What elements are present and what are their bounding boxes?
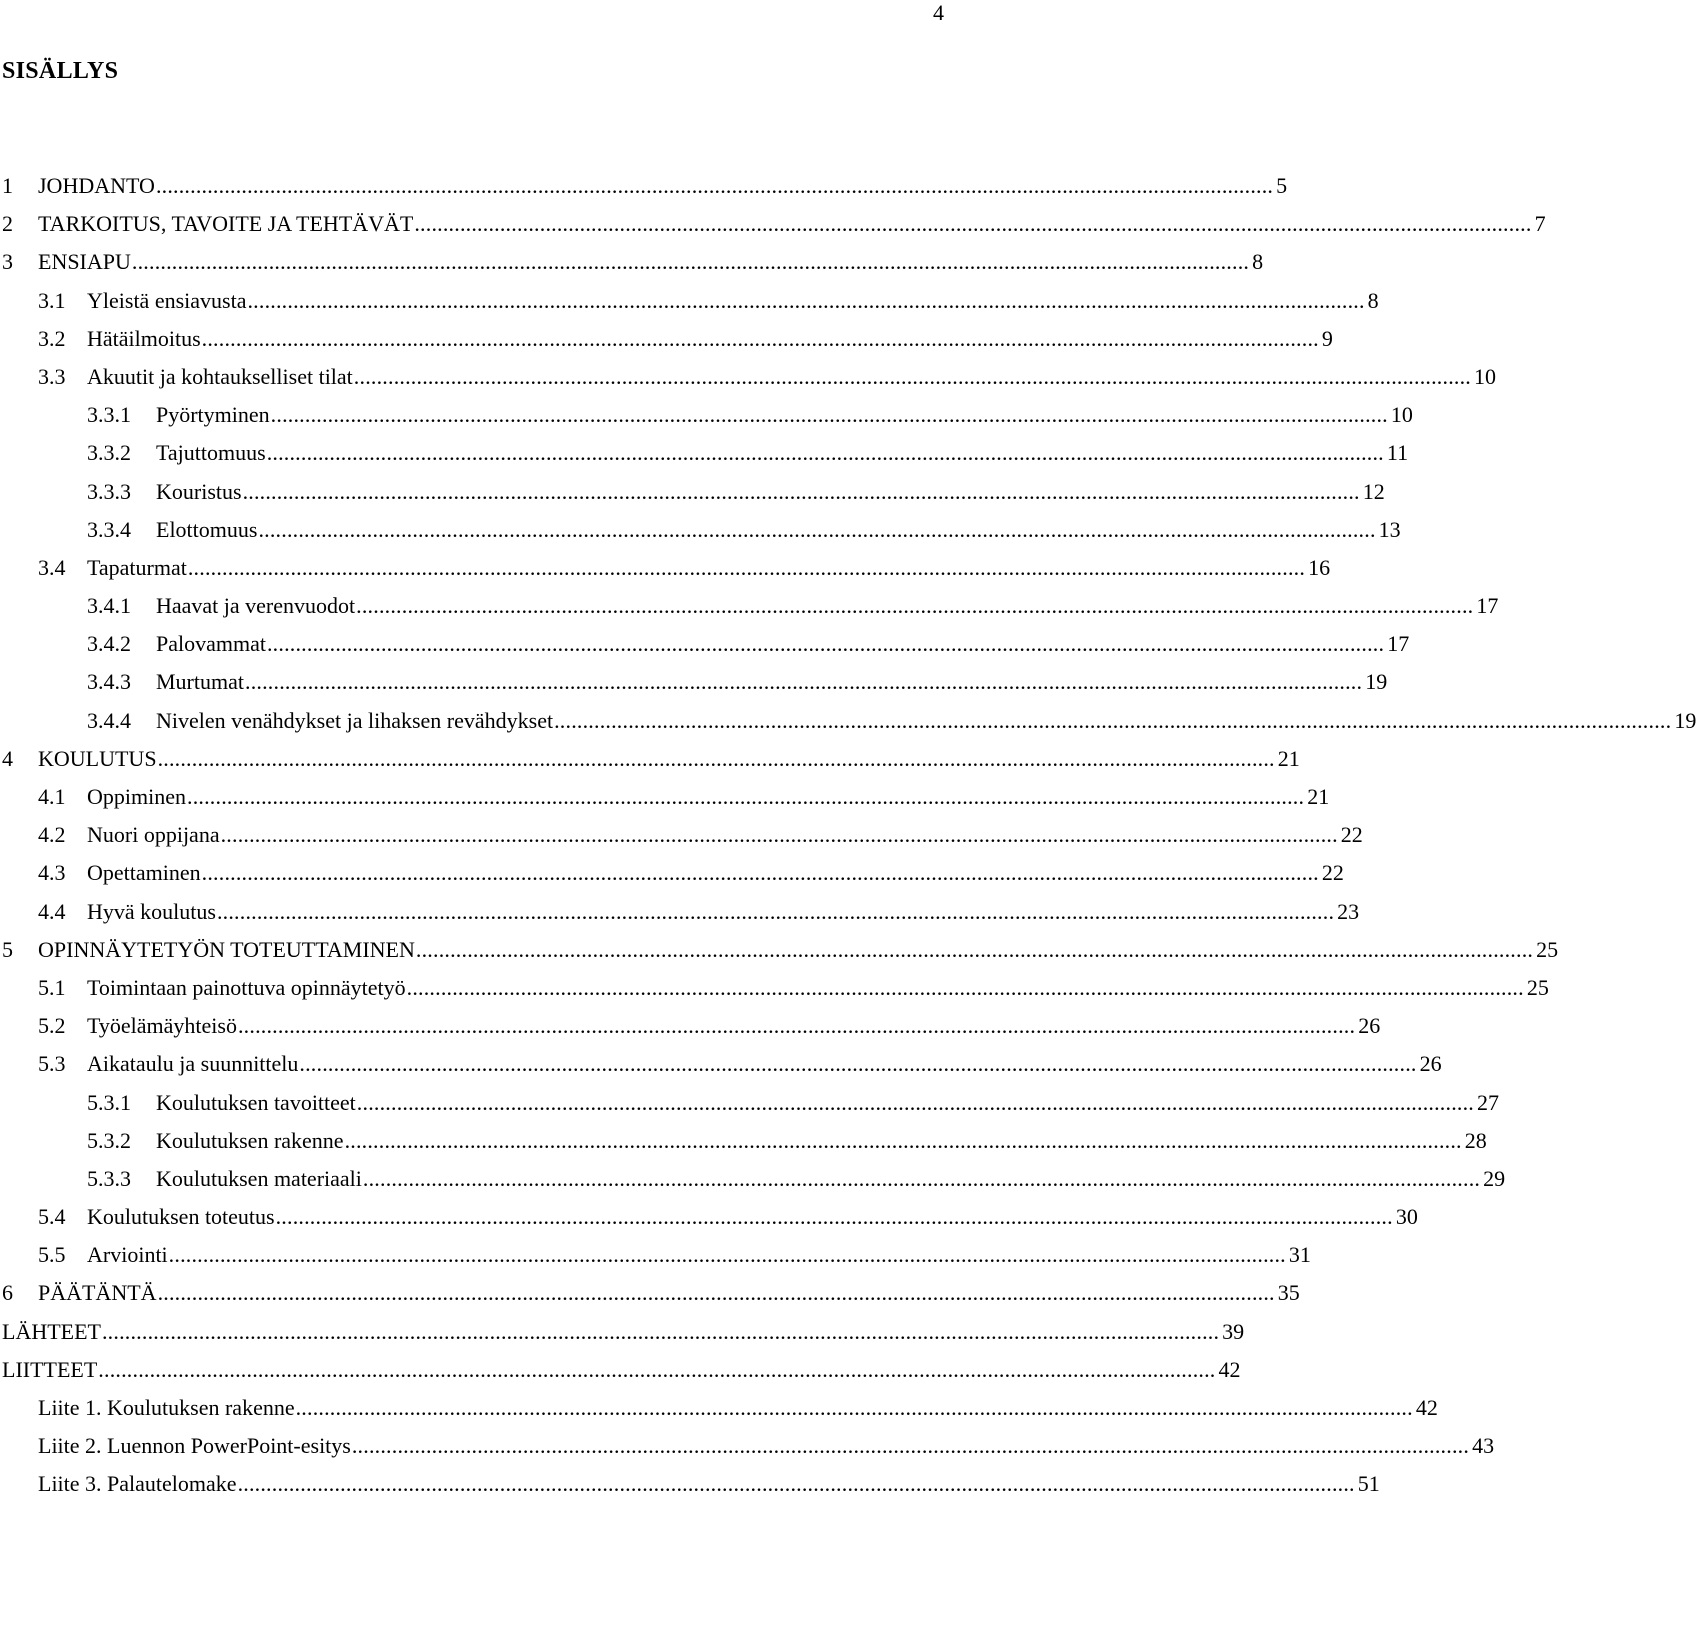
toc-entry-title: Murtumat: [156, 669, 244, 695]
toc-entry-line: [87, 320, 1333, 358]
toc-entry-line: [156, 587, 1499, 625]
toc-entry-line: [156, 702, 1696, 740]
dot-leader: ....................................................................................................................................................................................................: [201, 325, 1319, 351]
toc-entry-title: Haavat ja verenvuodot: [156, 593, 356, 619]
toc-entry-number: 3.4.2: [87, 631, 131, 657]
toc-entry-number: 4: [2, 745, 13, 771]
dot-leader: ....................................................................................................................................................................................................: [415, 936, 1534, 962]
page-number: 4: [933, 0, 944, 25]
toc-entry-page: 19: [1365, 669, 1388, 695]
toc-entry-number: 3.4: [38, 554, 66, 580]
toc-entry-page: 17: [1476, 593, 1499, 619]
toc-entry-number: 4.1: [38, 784, 66, 809]
toc-entry-number: 2: [2, 211, 13, 237]
toc-entry-page: 39: [1222, 1318, 1245, 1344]
toc-entry-title: ENSIAPU: [38, 249, 131, 275]
toc-entry-line: [2, 1351, 1241, 1389]
toc-entry-title: Kouristus: [156, 478, 242, 504]
dot-leader: ....................................................................................................................................................................................................: [237, 1013, 1356, 1039]
dot-leader: ....................................................................................................................................................................................................: [353, 363, 1471, 389]
toc-entry-number: 4.2: [38, 822, 66, 848]
dot-leader: ....................................................................................................................................................................................................: [131, 249, 1250, 275]
toc-entry-line: [156, 511, 1401, 549]
toc-entry-title: Nuori oppijana: [87, 822, 220, 848]
toc-entry-title: Liite 3. Palautelomake: [38, 1471, 237, 1497]
toc-entry-number: 5.2: [38, 1013, 66, 1039]
toc-entry[interactable]: [0, 969, 1549, 1007]
toc-entry-page: 30: [1395, 1204, 1418, 1230]
dot-leader: ....................................................................................................................................................................................................: [299, 1051, 1417, 1077]
toc-entry-number: 5.1: [38, 974, 66, 1000]
toc-entry-page: 10: [1474, 363, 1496, 389]
toc-entry[interactable]: [0, 1236, 1311, 1274]
toc-entry-line: [38, 1389, 1438, 1427]
toc-entry-title: OPINNÄYTETYÖN TOTEUTTAMINEN: [38, 936, 415, 962]
toc-entry-number: 5.4: [38, 1204, 66, 1230]
toc-entry-page: 29: [1483, 1165, 1506, 1191]
toc-entry-title: Liite 1. Koulutuksen rakenne: [38, 1395, 295, 1420]
toc-entry-number: 3.2: [38, 325, 66, 351]
toc-entry-line: [156, 663, 1388, 701]
dot-leader: ....................................................................................................................................................................................................: [351, 1433, 1470, 1459]
toc-entry-title: Toimintaan painottuva opinnäytetyö: [87, 974, 406, 1000]
toc-entry-number: 3.4.4: [87, 707, 131, 733]
toc-entry-title: Koulutuksen materiaali: [156, 1165, 362, 1191]
toc-entry-title: Työelämäyhteisö: [87, 1013, 237, 1039]
toc-entry-title: Elottomuus: [156, 516, 258, 542]
toc-entry-page: 10: [1390, 402, 1413, 428]
toc-entry-line: [38, 1427, 1495, 1465]
toc-entry[interactable]: [0, 893, 1360, 931]
toc-entry-title: Hätäilmoitus: [87, 325, 201, 351]
toc-entry[interactable]: [0, 167, 1288, 205]
dot-leader: ....................................................................................................................................................................................................: [187, 784, 1305, 809]
toc-entry-title: KOULUTUS: [38, 745, 157, 771]
dot-leader: ....................................................................................................................................................................................................: [258, 516, 1376, 542]
toc-entry-page: 35: [1277, 1280, 1300, 1306]
toc-entry-title: Koulutuksen toteutus: [87, 1204, 275, 1230]
toc-entry[interactable]: [0, 931, 1559, 969]
toc-entry-line: [87, 1236, 1311, 1274]
toc-entry-number: 5: [2, 936, 13, 962]
dot-leader: ....................................................................................................................................................................................................: [187, 554, 1306, 580]
toc-entry-number: 3.4.1: [87, 593, 131, 619]
toc-entry-page: 12: [1362, 478, 1385, 504]
toc-entry-line: [38, 167, 1288, 205]
toc-entry-line: [87, 549, 1331, 587]
toc-entry-page: 31: [1288, 1242, 1311, 1268]
toc-entry[interactable]: [0, 205, 1546, 243]
toc-entry[interactable]: [0, 320, 1333, 358]
toc-entry-line: [87, 1198, 1418, 1236]
dot-leader: ....................................................................................................................................................................................................: [266, 631, 1385, 657]
dot-leader: ....................................................................................................................................................................................................: [406, 974, 1524, 1000]
toc-entry-title: Yleistä ensiavusta: [87, 287, 247, 313]
toc-entry-page: 22: [1321, 860, 1344, 886]
toc-entry-title: Pyörtyminen: [156, 402, 270, 428]
dot-leader: ....................................................................................................................................................................................................: [247, 287, 1365, 313]
toc-entry-title: Akuutit ja kohtaukselliset tilat: [87, 363, 353, 389]
toc-entry-line: [38, 931, 1559, 969]
toc-entry[interactable]: [0, 473, 1385, 511]
toc-entry-number: 3.3.4: [87, 516, 131, 542]
toc-entry-page: 27: [1477, 1089, 1499, 1115]
dot-leader: ....................................................................................................................................................................................................: [157, 745, 1275, 771]
toc-entry[interactable]: [0, 854, 1344, 892]
toc-entry-line: [156, 625, 1410, 663]
toc-entry-title: Arviointi: [87, 1242, 168, 1268]
dot-leader: ....................................................................................................................................................................................................: [266, 440, 1384, 466]
toc-entry[interactable]: [0, 396, 1413, 434]
table-of-contents: [0, 167, 1696, 1504]
toc-entry-line: [156, 1084, 1499, 1122]
toc-entry-number: 5.5: [38, 1242, 66, 1268]
dot-leader: ....................................................................................................................................................................................................: [295, 1395, 1413, 1420]
dot-leader: ....................................................................................................................................................................................................: [554, 707, 1672, 733]
toc-entry-line: [87, 854, 1344, 892]
dot-leader: ....................................................................................................................................................................................................: [245, 669, 1363, 695]
toc-entry-page: 43: [1472, 1433, 1495, 1459]
toc-entry-page: 22: [1340, 822, 1363, 848]
toc-entry-page: 26: [1419, 1051, 1442, 1077]
dot-leader: ....................................................................................................................................................................................................: [201, 860, 1319, 886]
dot-leader: ....................................................................................................................................................................................................: [414, 211, 1532, 237]
toc-entry-page: 21: [1277, 745, 1300, 771]
toc-entry-page: 17: [1387, 631, 1410, 657]
toc-entry-title: LÄHTEET: [2, 1318, 101, 1344]
toc-entry-page: 21: [1307, 784, 1330, 809]
toc-entry-page: 11: [1386, 440, 1409, 466]
toc-entry-number: 3.3.1: [87, 402, 131, 428]
dot-leader: ....................................................................................................................................................................................................: [168, 1242, 1286, 1268]
toc-entry-title: PÄÄTÄNTÄ: [38, 1280, 157, 1306]
toc-entry-title: Tajuttomuus: [156, 440, 266, 466]
toc-entry-title: Opettaminen: [87, 860, 201, 886]
toc-entry-page: 26: [1358, 1013, 1381, 1039]
toc-entry-number: 3: [2, 249, 13, 275]
toc-entry-line: [38, 243, 1264, 281]
toc-entry-line: [87, 282, 1379, 320]
toc-entry-title: Palovammat: [156, 631, 266, 657]
toc-entry[interactable]: [0, 663, 1388, 701]
toc-entry-line: [38, 205, 1546, 243]
dot-leader: ....................................................................................................................................................................................................: [270, 402, 1388, 428]
toc-entry-number: 3.3.2: [87, 440, 131, 466]
dot-leader: ....................................................................................................................................................................................................: [155, 173, 1274, 198]
toc-entry[interactable]: [0, 1313, 1245, 1351]
toc-entry-page: 51: [1357, 1471, 1380, 1497]
toc-entry[interactable]: [0, 1045, 1442, 1083]
dot-leader: ....................................................................................................................................................................................................: [356, 593, 1474, 619]
toc-entry-line: [87, 358, 1496, 396]
toc-entry-number: 6: [2, 1280, 13, 1306]
toc-entry-title: Oppiminen: [87, 784, 186, 809]
toc-entry-page: 16: [1308, 554, 1331, 580]
toc-entry-number: 5.3.2: [87, 1127, 131, 1153]
toc-entry-title: LIITTEET: [2, 1356, 98, 1382]
toc-entry-line: [38, 740, 1300, 778]
dot-leader: ....................................................................................................................................................................................................: [344, 1127, 1462, 1153]
toc-entry-page: 23: [1337, 898, 1360, 924]
toc-entry-title: Nivelen venähdykset ja lihaksen revähdykset: [156, 707, 554, 733]
toc-entry-line: [156, 434, 1409, 472]
toc-entry-title: Koulutuksen rakenne: [156, 1127, 344, 1153]
toc-entry[interactable]: [0, 1427, 1495, 1465]
toc-entry-page: 5: [1276, 173, 1288, 198]
toc-entry-line: [87, 778, 1330, 816]
dot-leader: ....................................................................................................................................................................................................: [362, 1165, 1481, 1191]
toc-entry-title: Hyvä koulutus: [87, 898, 216, 924]
toc-entry[interactable]: [0, 816, 1363, 854]
toc-entry[interactable]: [0, 1122, 1487, 1160]
toc-entry[interactable]: [0, 1465, 1380, 1503]
toc-entry-line: [87, 893, 1360, 931]
toc-entry-line: [38, 1465, 1380, 1503]
toc-entry[interactable]: [0, 1351, 1241, 1389]
dot-leader: ....................................................................................................................................................................................................: [216, 898, 1335, 924]
toc-entry[interactable]: [0, 1274, 1300, 1312]
toc-entry[interactable]: [0, 1084, 1499, 1122]
toc-entry-line: [87, 1007, 1381, 1045]
toc-entry[interactable]: [0, 1007, 1381, 1045]
toc-entry-number: 3.3: [38, 363, 66, 389]
toc-entry-number: 3.1: [38, 287, 66, 313]
toc-entry-title: TARKOITUS, TAVOITE JA TEHTÄVÄT: [38, 211, 414, 237]
toc-entry-page: 42: [1415, 1395, 1438, 1420]
toc-entry-title: Liite 2. Luennon PowerPoint-esitys: [38, 1433, 351, 1459]
toc-entry-title: Tapaturmat: [87, 554, 187, 580]
toc-entry[interactable]: [0, 358, 1496, 396]
toc-entry[interactable]: [0, 1389, 1438, 1427]
toc-entry-number: 3.3.3: [87, 478, 131, 504]
toc-entry-page: 8: [1367, 287, 1379, 313]
toc-entry[interactable]: [0, 740, 1300, 778]
toc-entry-line: [87, 969, 1549, 1007]
toc-entry-page: 7: [1534, 211, 1546, 237]
dot-leader: ....................................................................................................................................................................................................: [242, 478, 1360, 504]
toc-entry-title: JOHDANTO: [38, 173, 155, 198]
toc-entry-page: 8: [1252, 249, 1264, 275]
toc-entry-page: 28: [1464, 1127, 1487, 1153]
toc-entry-page: 19: [1674, 707, 1696, 733]
toc-entry[interactable]: [0, 549, 1331, 587]
toc-entry[interactable]: [0, 1198, 1418, 1236]
toc-entry-line: [87, 1045, 1442, 1083]
toc-entry-line: [156, 396, 1413, 434]
toc-entry[interactable]: [0, 282, 1379, 320]
toc-entry-number: 5.3.1: [87, 1089, 131, 1115]
toc-entry-line: [38, 1274, 1300, 1312]
toc-entry[interactable]: [0, 243, 1264, 281]
toc-entry-title: Koulutuksen tavoitteet: [156, 1089, 356, 1115]
toc-entry-title: Aikataulu ja suunnittelu: [87, 1051, 299, 1077]
toc-entry-number: 4.3: [38, 860, 66, 886]
toc-entry-line: [2, 1313, 1245, 1351]
toc-entry-line: [156, 1122, 1487, 1160]
toc-entry[interactable]: [0, 511, 1401, 549]
toc-entry-number: 5.3: [38, 1051, 66, 1077]
toc-entry-line: [87, 816, 1363, 854]
toc-entry-page: 42: [1218, 1356, 1241, 1382]
toc-entry-page: 13: [1378, 516, 1401, 542]
dot-leader: ....................................................................................................................................................................................................: [356, 1089, 1474, 1115]
dot-leader: ....................................................................................................................................................................................................: [220, 822, 1338, 848]
toc-entry-number: 4.4: [38, 898, 66, 924]
toc-entry[interactable]: [0, 1160, 1506, 1198]
toc-entry[interactable]: [0, 625, 1410, 663]
toc-entry-number: 1: [2, 173, 13, 198]
toc-entry[interactable]: [0, 778, 1330, 816]
dot-leader: ....................................................................................................................................................................................................: [157, 1280, 1275, 1306]
toc-entry-page: 25: [1526, 974, 1549, 1000]
dot-leader: ....................................................................................................................................................................................................: [275, 1204, 1393, 1230]
toc-entry-line: [156, 1160, 1506, 1198]
toc-entry-page: 25: [1536, 936, 1559, 962]
dot-leader: ....................................................................................................................................................................................................: [237, 1471, 1355, 1497]
toc-entry-number: 3.4.3: [87, 669, 131, 695]
page-title: SISÄLLYS: [2, 58, 119, 84]
dot-leader: ....................................................................................................................................................................................................: [101, 1318, 1220, 1344]
toc-entry-line: [156, 473, 1385, 511]
dot-leader: ....................................................................................................................................................................................................: [98, 1356, 1216, 1382]
toc-entry-page: 9: [1321, 325, 1333, 351]
toc-entry-number: 5.3.3: [87, 1165, 131, 1191]
toc-entry[interactable]: [0, 587, 1499, 625]
toc-entry[interactable]: [0, 434, 1409, 472]
toc-entry[interactable]: [0, 702, 1696, 740]
